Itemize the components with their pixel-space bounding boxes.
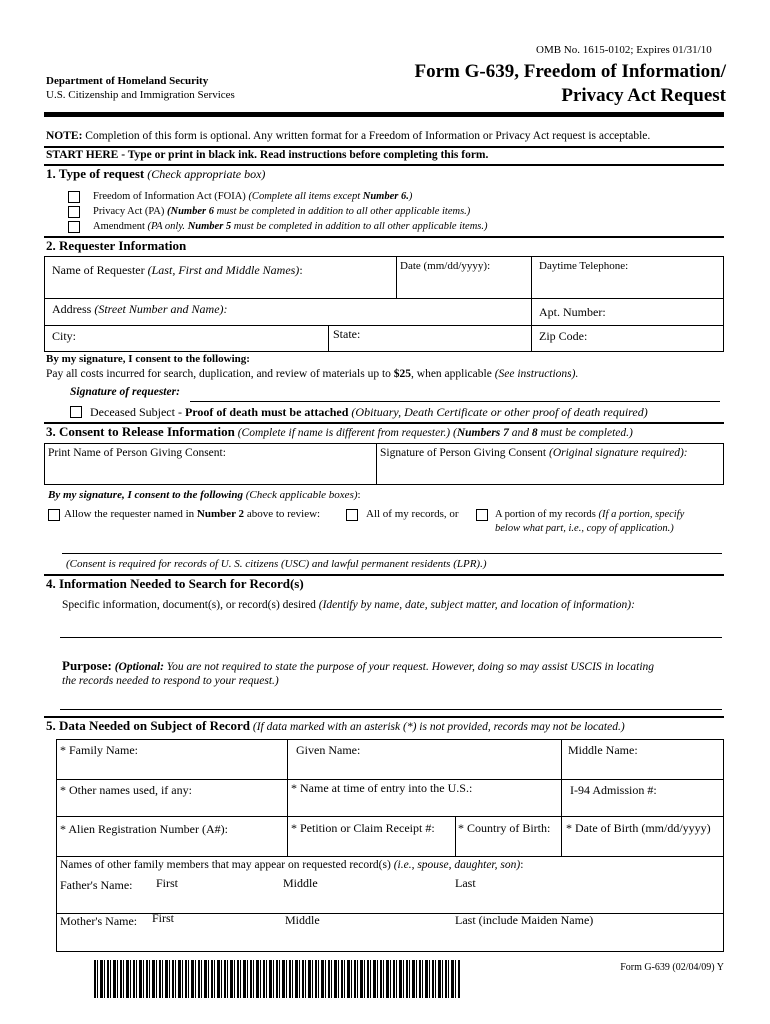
section1-heading (46, 166, 265, 182)
apt-number-field[interactable]: Apt. Number: (539, 305, 606, 319)
pay-costs-text (46, 368, 578, 380)
requester-signature-line[interactable] (190, 401, 720, 402)
family-members-label (60, 859, 523, 871)
portion-specify-line[interactable] (62, 553, 722, 554)
allow-a: Allow the requester named in (64, 508, 197, 520)
country-of-birth-field[interactable]: * Country of Birth: (458, 821, 551, 835)
s5-row1-rule (56, 779, 724, 780)
foia-close: ) (408, 191, 413, 202)
name-label: Name of Requester (52, 263, 148, 277)
s3-hint-c: and (508, 427, 532, 439)
i94-field[interactable]: I-94 Admission #: (570, 783, 657, 797)
section2-heading (46, 238, 186, 254)
foia-checkbox[interactable] (68, 191, 80, 203)
portion-records-option (495, 509, 684, 520)
req-v1 (396, 256, 397, 298)
foia-option (93, 191, 412, 202)
entry-name-field[interactable]: * Name at time of entry into the U.S.: (291, 781, 473, 795)
allow-requester-option (64, 508, 320, 520)
father-last-field[interactable]: Last (455, 876, 476, 890)
purpose-line[interactable] (60, 709, 722, 710)
amendment-checkbox[interactable] (68, 221, 80, 233)
form-title-line2: Privacy Act Request (561, 85, 726, 106)
note-label: NOTE: (46, 130, 83, 142)
consent-signature-field[interactable] (380, 447, 688, 459)
petition-receipt-field[interactable]: * Petition or Claim Receipt #: (291, 821, 435, 835)
pa-hint: must be completed in addition to all other applicable items.) (213, 206, 471, 217)
foia-hint: (Complete all items except (248, 191, 363, 202)
date-field[interactable]: Date (mm/dd/yyyy): (400, 260, 491, 272)
fathers-name-label: Father's Name: (60, 878, 133, 892)
state-field[interactable]: State: (333, 327, 361, 341)
omb-number: OMB No. 1615-0102; Expires 01/31/10 (536, 44, 712, 56)
portion-records-checkbox[interactable] (476, 509, 488, 521)
privacy-act-option (93, 206, 470, 217)
middle-name-field[interactable]: Middle Name: (568, 743, 638, 757)
consent-following-heading (48, 489, 361, 501)
form-title-line1: Form G-639, Freedom of Information/ (414, 61, 726, 82)
zip-code-field[interactable]: Zip Code: (539, 329, 588, 343)
s5-row3-rule (56, 856, 724, 857)
city-field[interactable]: City: (52, 329, 77, 343)
deceased-c: (Obituary, Death Certificate or other proof of death required) (348, 405, 648, 419)
s3-hint-a: (Complete if name is different from requester.) ( (234, 427, 457, 439)
specific-b: (Identify by name, date, subject matter, and location of information): (318, 599, 635, 611)
allow-requester-checkbox[interactable] (48, 509, 60, 521)
deceased-subject-option (90, 405, 648, 420)
consent-required-note: (Consent is required for records of U. S. citizens (USC) and lawful permanent residents (LPR).) (66, 558, 487, 570)
start-here: START HERE - Type or print in black ink. Read instructions before completing this form. (46, 149, 489, 161)
agency-name: U.S. Citizenship and Immigration Services (46, 89, 235, 101)
consent-print-name-field[interactable]: Print Name of Person Giving Consent: (48, 447, 226, 459)
other-names-field[interactable]: * Other names used, if any: (60, 783, 192, 797)
address-field[interactable] (52, 302, 228, 317)
pay-hint: (See instructions). (494, 368, 579, 380)
father-middle-field[interactable]: Middle (283, 876, 318, 890)
purpose-line2: the records needed to respond to your request.) (62, 675, 279, 687)
amend-number: Number 5 (187, 221, 232, 232)
portion-records-hint: below what part, i.e., copy of application.) (495, 523, 674, 534)
form-edition: Form G-639 (02/04/09) Y (620, 962, 724, 973)
fm-b: (i.e., spouse, daughter, son) (393, 859, 521, 871)
note-line (46, 130, 650, 142)
purpose-line1 (62, 658, 654, 674)
pa-label: Privacy Act (PA) (93, 206, 167, 217)
req-row1-rule (44, 298, 724, 299)
deceased-subject-checkbox[interactable] (70, 406, 82, 418)
note-text: Completion of this form is optional. Any written format for a Freedom of Information or Privacy Act request is acceptable. (82, 130, 651, 142)
all-records-checkbox[interactable] (346, 509, 358, 521)
foia-label: Freedom of Information Act (FOIA) (93, 191, 249, 202)
barcode (94, 960, 460, 998)
mother-last-field[interactable]: Last (include Maiden Name) (455, 913, 594, 927)
purpose-opt: (Optional: (111, 661, 164, 673)
section3-title: 3. Consent to Release Information (46, 424, 235, 439)
s3-hint-d: 8 (531, 427, 538, 439)
purpose-text1: You are not required to state the purpose of your request. However, doing so may assist USCIS in locating (163, 661, 655, 673)
allow-c: above to review: (244, 508, 321, 520)
mother-middle-field[interactable]: Middle (285, 913, 320, 927)
specific-info-line[interactable] (60, 637, 722, 638)
requester-signature-label: Signature of requester: (70, 386, 180, 398)
amend-hint-a: (PA only. (147, 221, 188, 232)
section4-title: 4. Information Needed to Search for Record(s) (46, 576, 304, 591)
s3-sig-label: Signature of Person Giving Consent (380, 447, 549, 459)
specific-info-label (62, 599, 635, 611)
s3-consent-c: : (357, 489, 361, 501)
portion-a: A portion of my records (495, 509, 599, 520)
father-first-field[interactable]: First (156, 876, 179, 890)
given-name-field[interactable]: Given Name: (296, 743, 361, 757)
amendment-option (93, 221, 488, 232)
deceased-b: Proof of death must be attached (184, 405, 349, 419)
note-rule (44, 146, 724, 148)
pay-text-b: , when applicable (411, 368, 495, 380)
purpose-label: Purpose: (62, 658, 112, 673)
consent-divider (376, 443, 377, 485)
header-thick-rule (44, 112, 724, 117)
fm-a: Names of other family members that may appear on requested record(s) (60, 859, 394, 871)
s3-consent-a: By my signature, I consent to the following (48, 489, 243, 501)
alien-registration-field[interactable]: * Alien Registration Number (A#): (60, 822, 228, 836)
family-name-field[interactable]: * Family Name: (60, 743, 138, 757)
mothers-name-label: Mother's Name: (60, 914, 138, 928)
s5-v1 (287, 739, 288, 856)
amend-hint-b: must be completed in addition to all other applicable items.) (231, 221, 488, 232)
portion-b: (If a portion, specify (598, 509, 685, 520)
all-records-option: All of my records, or (366, 508, 459, 520)
allow-b: Number 2 (196, 508, 245, 520)
date-of-birth-field[interactable]: * Date of Birth (mm/dd/yyyy) (566, 821, 711, 835)
s3-sig-hint: (Original signature required): (548, 447, 688, 459)
section5-heading (46, 718, 625, 734)
pay-amount: $25 (393, 368, 412, 380)
deceased-a: Deceased Subject - (90, 405, 185, 419)
req-row2-rule (44, 325, 724, 326)
department-name: Department of Homeland Security (46, 75, 209, 87)
req-v3 (328, 325, 329, 352)
name-colon: : (299, 263, 303, 277)
s3-hint-e: must be completed.) (537, 427, 633, 439)
s5-v3 (455, 816, 456, 856)
fm-c: : (520, 859, 524, 871)
address-hint: (Street Number and Name): (94, 302, 228, 316)
mother-first-field[interactable]: First (152, 911, 175, 925)
req-v2 (531, 256, 532, 352)
section1-hint: (Check appropriate box) (144, 167, 266, 181)
address-label: Address (52, 302, 95, 316)
s3-hint-b: Numbers 7 (456, 427, 509, 439)
requester-name-field[interactable] (52, 263, 303, 278)
privacy-act-checkbox[interactable] (68, 206, 80, 218)
s5-row2-rule (56, 816, 724, 817)
daytime-telephone-field[interactable]: Daytime Telephone: (539, 260, 629, 272)
section5-hint: (If data marked with an asterisk (*) is not provided, records may not be located.) (250, 721, 625, 733)
specific-a: Specific information, document(s), or record(s) desired (62, 599, 319, 611)
section5-title: 5. Data Needed on Subject of Record (46, 718, 251, 733)
section1-title: 1. Type of request (46, 166, 145, 181)
s5-v2 (561, 739, 562, 856)
section4-heading (46, 576, 304, 592)
pay-text-a: Pay all costs incurred for search, duplication, and review of materials up to (46, 368, 394, 380)
s3-consent-b: (Check applicable boxes) (242, 489, 358, 501)
section3-heading (46, 424, 633, 440)
foia-number: Number 6. (362, 191, 409, 202)
requester-consent-heading: By my signature, I consent to the following: (46, 353, 250, 365)
section2-title: 2. Requester Information (46, 238, 187, 253)
pa-number: (Number 6 (166, 206, 214, 217)
name-hint: (Last, First and Middle Names) (147, 263, 300, 277)
amend-label: Amendment (93, 221, 148, 232)
